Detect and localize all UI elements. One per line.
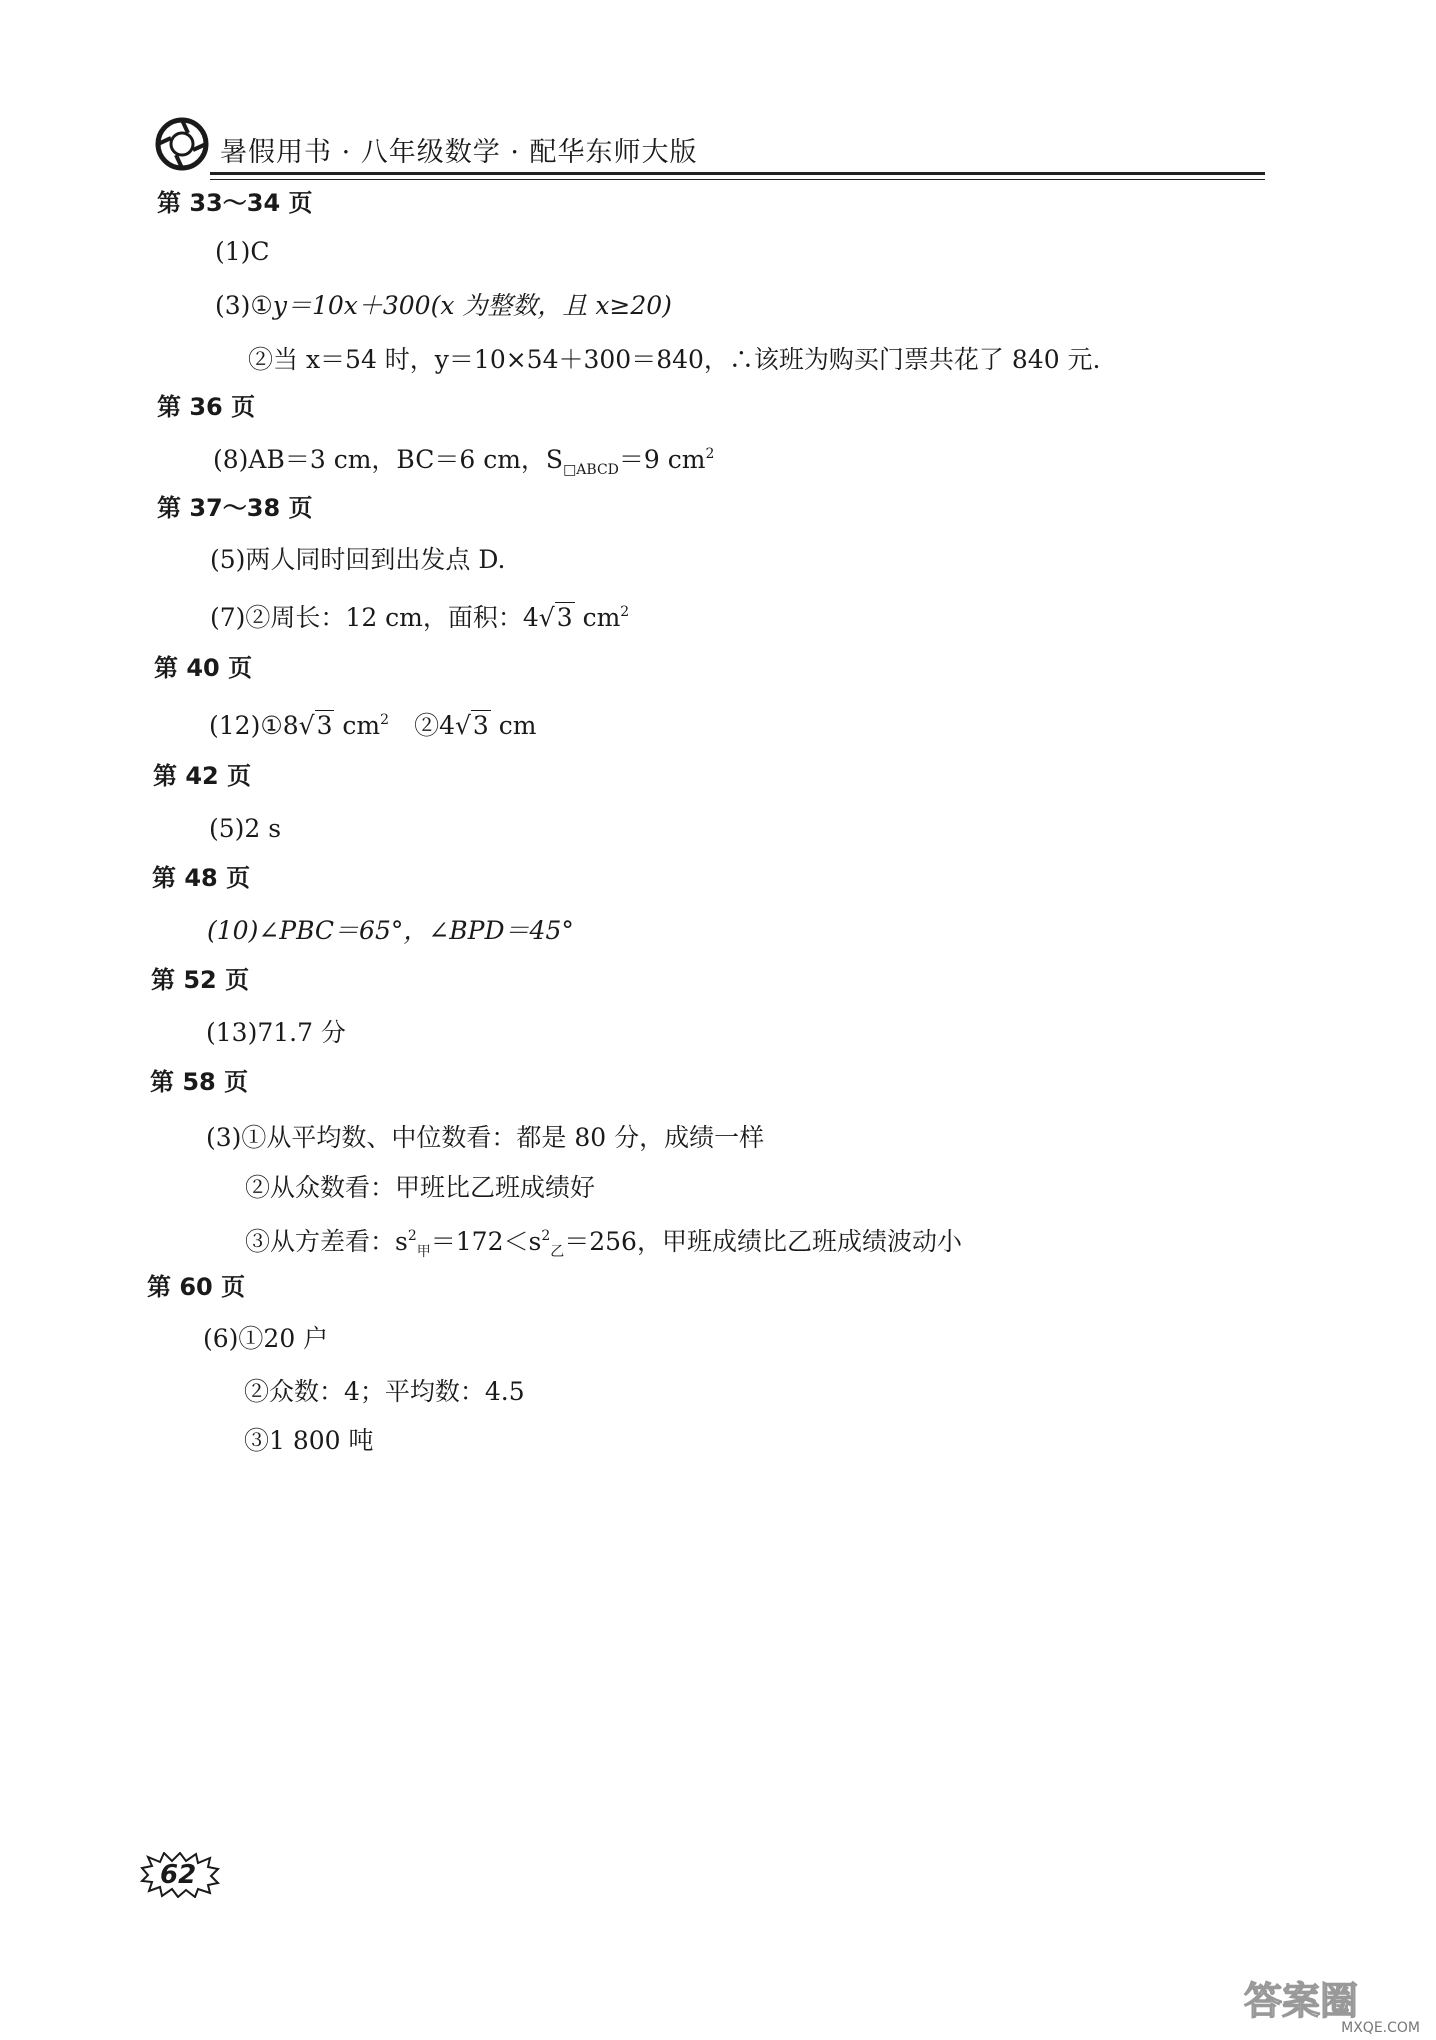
watermark-text: 答案圈: [1244, 1979, 1359, 2023]
sqrt: √3: [298, 711, 333, 740]
book-logo-icon: [154, 116, 210, 172]
answer-line: (5)两人同时回到出发点 D.: [210, 545, 506, 574]
answer-line: (3)①从平均数、中位数看：都是 80 分，成绩一样: [206, 1123, 765, 1152]
answer-line: (10)∠PBC＝65°，∠BPD＝45°: [207, 916, 574, 945]
header-title: 暑假用书 · 八年级数学 · 配华东师大版: [220, 137, 698, 168]
running-header: [150, 112, 1265, 182]
header-rule: [210, 172, 1265, 175]
answer-line: (1)C: [215, 237, 270, 266]
answer-line: ②当 x＝54 时，y＝10×54＋300＝840，∴该班为购买门票共花了 840 元.: [248, 345, 1101, 374]
watermark-url: MXQE.COM: [1341, 2020, 1420, 2036]
answer-line: ③1 800 吨: [244, 1426, 374, 1455]
answer-line: (8)AB＝3 cm，BC＝6 cm，$S_{□ABCD}=9$ $cm^2$: [213, 445, 715, 478]
answer-line: (13)71.7 分: [206, 1018, 346, 1047]
page-number-badge: [140, 1852, 220, 1898]
header-rule-thin: [210, 179, 1265, 180]
page-number: 62: [160, 1860, 197, 1890]
answer-line: ②众数：4；平均数：4.5: [244, 1377, 525, 1406]
answer-line: (5)2 s: [209, 814, 282, 843]
section-heading: 第 52 页: [151, 966, 250, 994]
section-heading: 第 48 页: [152, 864, 251, 892]
answer-line: (6)①20 户: [203, 1324, 329, 1353]
section-heading: 第 40 页: [154, 654, 253, 682]
section-heading: 第 36 页: [157, 393, 256, 421]
section-heading: 第 33～34 页: [157, 189, 313, 217]
answer-line: (3)①y＝10x＋300(x 为整数，且 x≥20): [215, 291, 672, 320]
sqrt: √3: [538, 603, 573, 632]
section-heading: 第 37～38 页: [157, 494, 313, 522]
sqrt: √3: [454, 711, 489, 740]
section-heading: 第 60 页: [147, 1273, 246, 1301]
section-heading: 第 58 页: [150, 1068, 249, 1096]
answer-line: ③从方差看：$s^2_甲=172<s^2_乙=256$，甲班成绩比乙班成绩波动小: [245, 1227, 962, 1260]
section-heading: 第 42 页: [153, 762, 252, 790]
answer-line: (7)②周长：12 cm，面积：4√3 $cm^2$: [210, 601, 629, 635]
answer-line: ②从众数看：甲班比乙班成绩好: [245, 1173, 596, 1202]
answer-line: (12)①8√3 $cm^2$ ②4√3 cm: [209, 709, 536, 743]
